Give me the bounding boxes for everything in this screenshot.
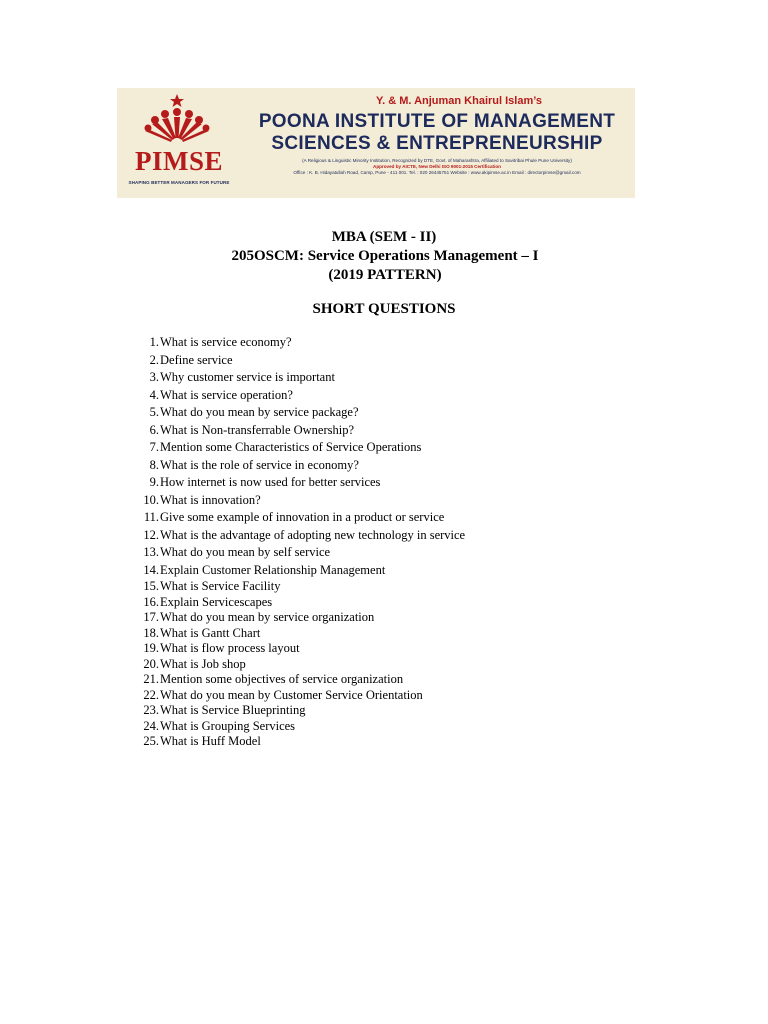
question-number: 3.: [149, 370, 159, 384]
question-number: 15.: [143, 579, 159, 593]
question-number: 11.: [143, 510, 159, 524]
torch-emblem-icon: [123, 92, 231, 152]
trust-name: Y. & M. Anjuman Khairul Islam’s: [375, 95, 543, 107]
question-text: What is service operation?: [160, 387, 293, 402]
question-item: [134, 563, 385, 578]
question-item: [134, 610, 374, 625]
question-text: What do you mean by Customer Service Orientation: [160, 687, 423, 702]
question-number: 1.: [149, 335, 159, 349]
question-item: [134, 734, 261, 749]
question-item: [134, 440, 421, 455]
letterhead-banner: [117, 88, 635, 198]
question-item: [134, 353, 233, 368]
question-item: [134, 528, 465, 543]
question-number: 18.: [143, 625, 159, 640]
approval-note: Approved by AICTE, New Delhi ISO 9001-2015 Certification: [373, 164, 501, 170]
question-item: [134, 672, 403, 687]
logo-tagline: SHAPING BETTER MANAGERS FOR FUTURE: [128, 180, 230, 185]
question-item: [134, 388, 293, 403]
institute-name-line1: POONA INSTITUTE OF MANAGEMENT: [258, 111, 616, 132]
contact-info: Office : K. B. Hidayatullah Road, Camp, Pune - 411 001. Tel. : 020 26445751 Website : www.akipimse.ac.in Email : directorpimse@gmail.com: [293, 170, 581, 176]
question-number: 19.: [143, 641, 159, 655]
question-text: Explain Customer Relationship Management: [160, 562, 386, 577]
question-item: [134, 719, 295, 734]
question-item: [134, 688, 423, 703]
question-text: What do you mean by self service: [160, 545, 331, 559]
question-number: 16.: [143, 594, 159, 609]
question-text: What is Service Blueprinting: [160, 703, 306, 717]
question-number: 17.: [143, 610, 159, 624]
question-text: Explain Servicescapes: [160, 594, 273, 609]
question-text: What is Gantt Chart: [160, 625, 261, 640]
question-item: [134, 545, 330, 560]
question-number: 9.: [149, 475, 159, 489]
question-number: 14.: [143, 562, 159, 577]
question-number: 25.: [143, 734, 159, 748]
question-text: What is the role of service in economy?: [160, 457, 359, 472]
pimse-logo: [123, 92, 231, 192]
question-item: [134, 657, 246, 672]
question-item: [134, 405, 359, 420]
question-number: 7.: [149, 440, 159, 454]
question-item: [134, 595, 272, 610]
question-item: [134, 370, 335, 385]
question-text: What do you mean by service package?: [160, 405, 359, 419]
question-item: [134, 510, 444, 525]
question-item: [134, 335, 292, 350]
question-text: How internet is now used for better services: [160, 475, 381, 489]
question-item: [134, 641, 300, 656]
question-text: What is Service Facility: [160, 579, 281, 593]
question-text: What is service economy?: [160, 335, 292, 349]
question-number: 2.: [149, 352, 159, 367]
question-number: 10.: [143, 492, 159, 507]
question-text: What is flow process layout: [160, 641, 300, 655]
question-item: [134, 475, 380, 490]
question-item: [134, 626, 260, 641]
question-text: What is Non-transferrable Ownership?: [160, 422, 355, 437]
institute-heading: [239, 94, 635, 177]
question-number: 24.: [143, 718, 159, 733]
question-text: What is innovation?: [160, 492, 261, 507]
question-number: 8.: [149, 457, 159, 472]
question-number: 22.: [143, 687, 159, 702]
question-text: What is the advantage of adopting new technology in service: [160, 527, 466, 542]
section-title: SHORT QUESTIONS: [312, 301, 456, 317]
question-text: Give some example of innovation in a product or service: [160, 510, 445, 524]
question-text: What is Grouping Services: [160, 718, 296, 733]
question-text: Mention some objectives of service organization: [160, 672, 404, 686]
question-text: What do you mean by service organization: [160, 610, 375, 624]
question-item: [134, 703, 305, 718]
question-item: [134, 579, 280, 594]
question-text: Why customer service is important: [160, 370, 335, 384]
question-item: [134, 458, 359, 473]
question-number: 5.: [149, 405, 159, 419]
logo-wordmark: PIMSE: [134, 146, 223, 176]
course-title: MBA (SEM - II): [331, 229, 437, 245]
question-number: 20.: [143, 656, 159, 671]
question-number: 6.: [149, 422, 159, 437]
question-number: 4.: [149, 387, 159, 402]
question-number: 23.: [143, 703, 159, 717]
question-number: 21.: [143, 672, 159, 686]
question-text: Define service: [160, 352, 233, 367]
question-text: Mention some Characteristics of Service Operations: [160, 440, 422, 454]
recognition-note: (A Religious & Linguistic Minority Institution, Recognized by DTE, Govt. of Maharashtra, Affiliated to Savitribai Phule Pune University): [302, 158, 572, 163]
question-item: [134, 423, 354, 438]
question-text: What is Job shop: [160, 656, 246, 671]
subject-title: 205OSCM: Service Operations Management – I: [231, 248, 539, 264]
institute-name-line2: SCIENCES & ENTREPRENEURSHIP: [271, 133, 603, 154]
document-header: [0, 228, 768, 285]
question-number: 12.: [143, 527, 159, 542]
question-text: What is Huff Model: [160, 734, 261, 748]
question-number: 13.: [143, 545, 159, 559]
question-item: [134, 493, 261, 508]
pattern-title: (2019 PATTERN): [328, 267, 442, 283]
